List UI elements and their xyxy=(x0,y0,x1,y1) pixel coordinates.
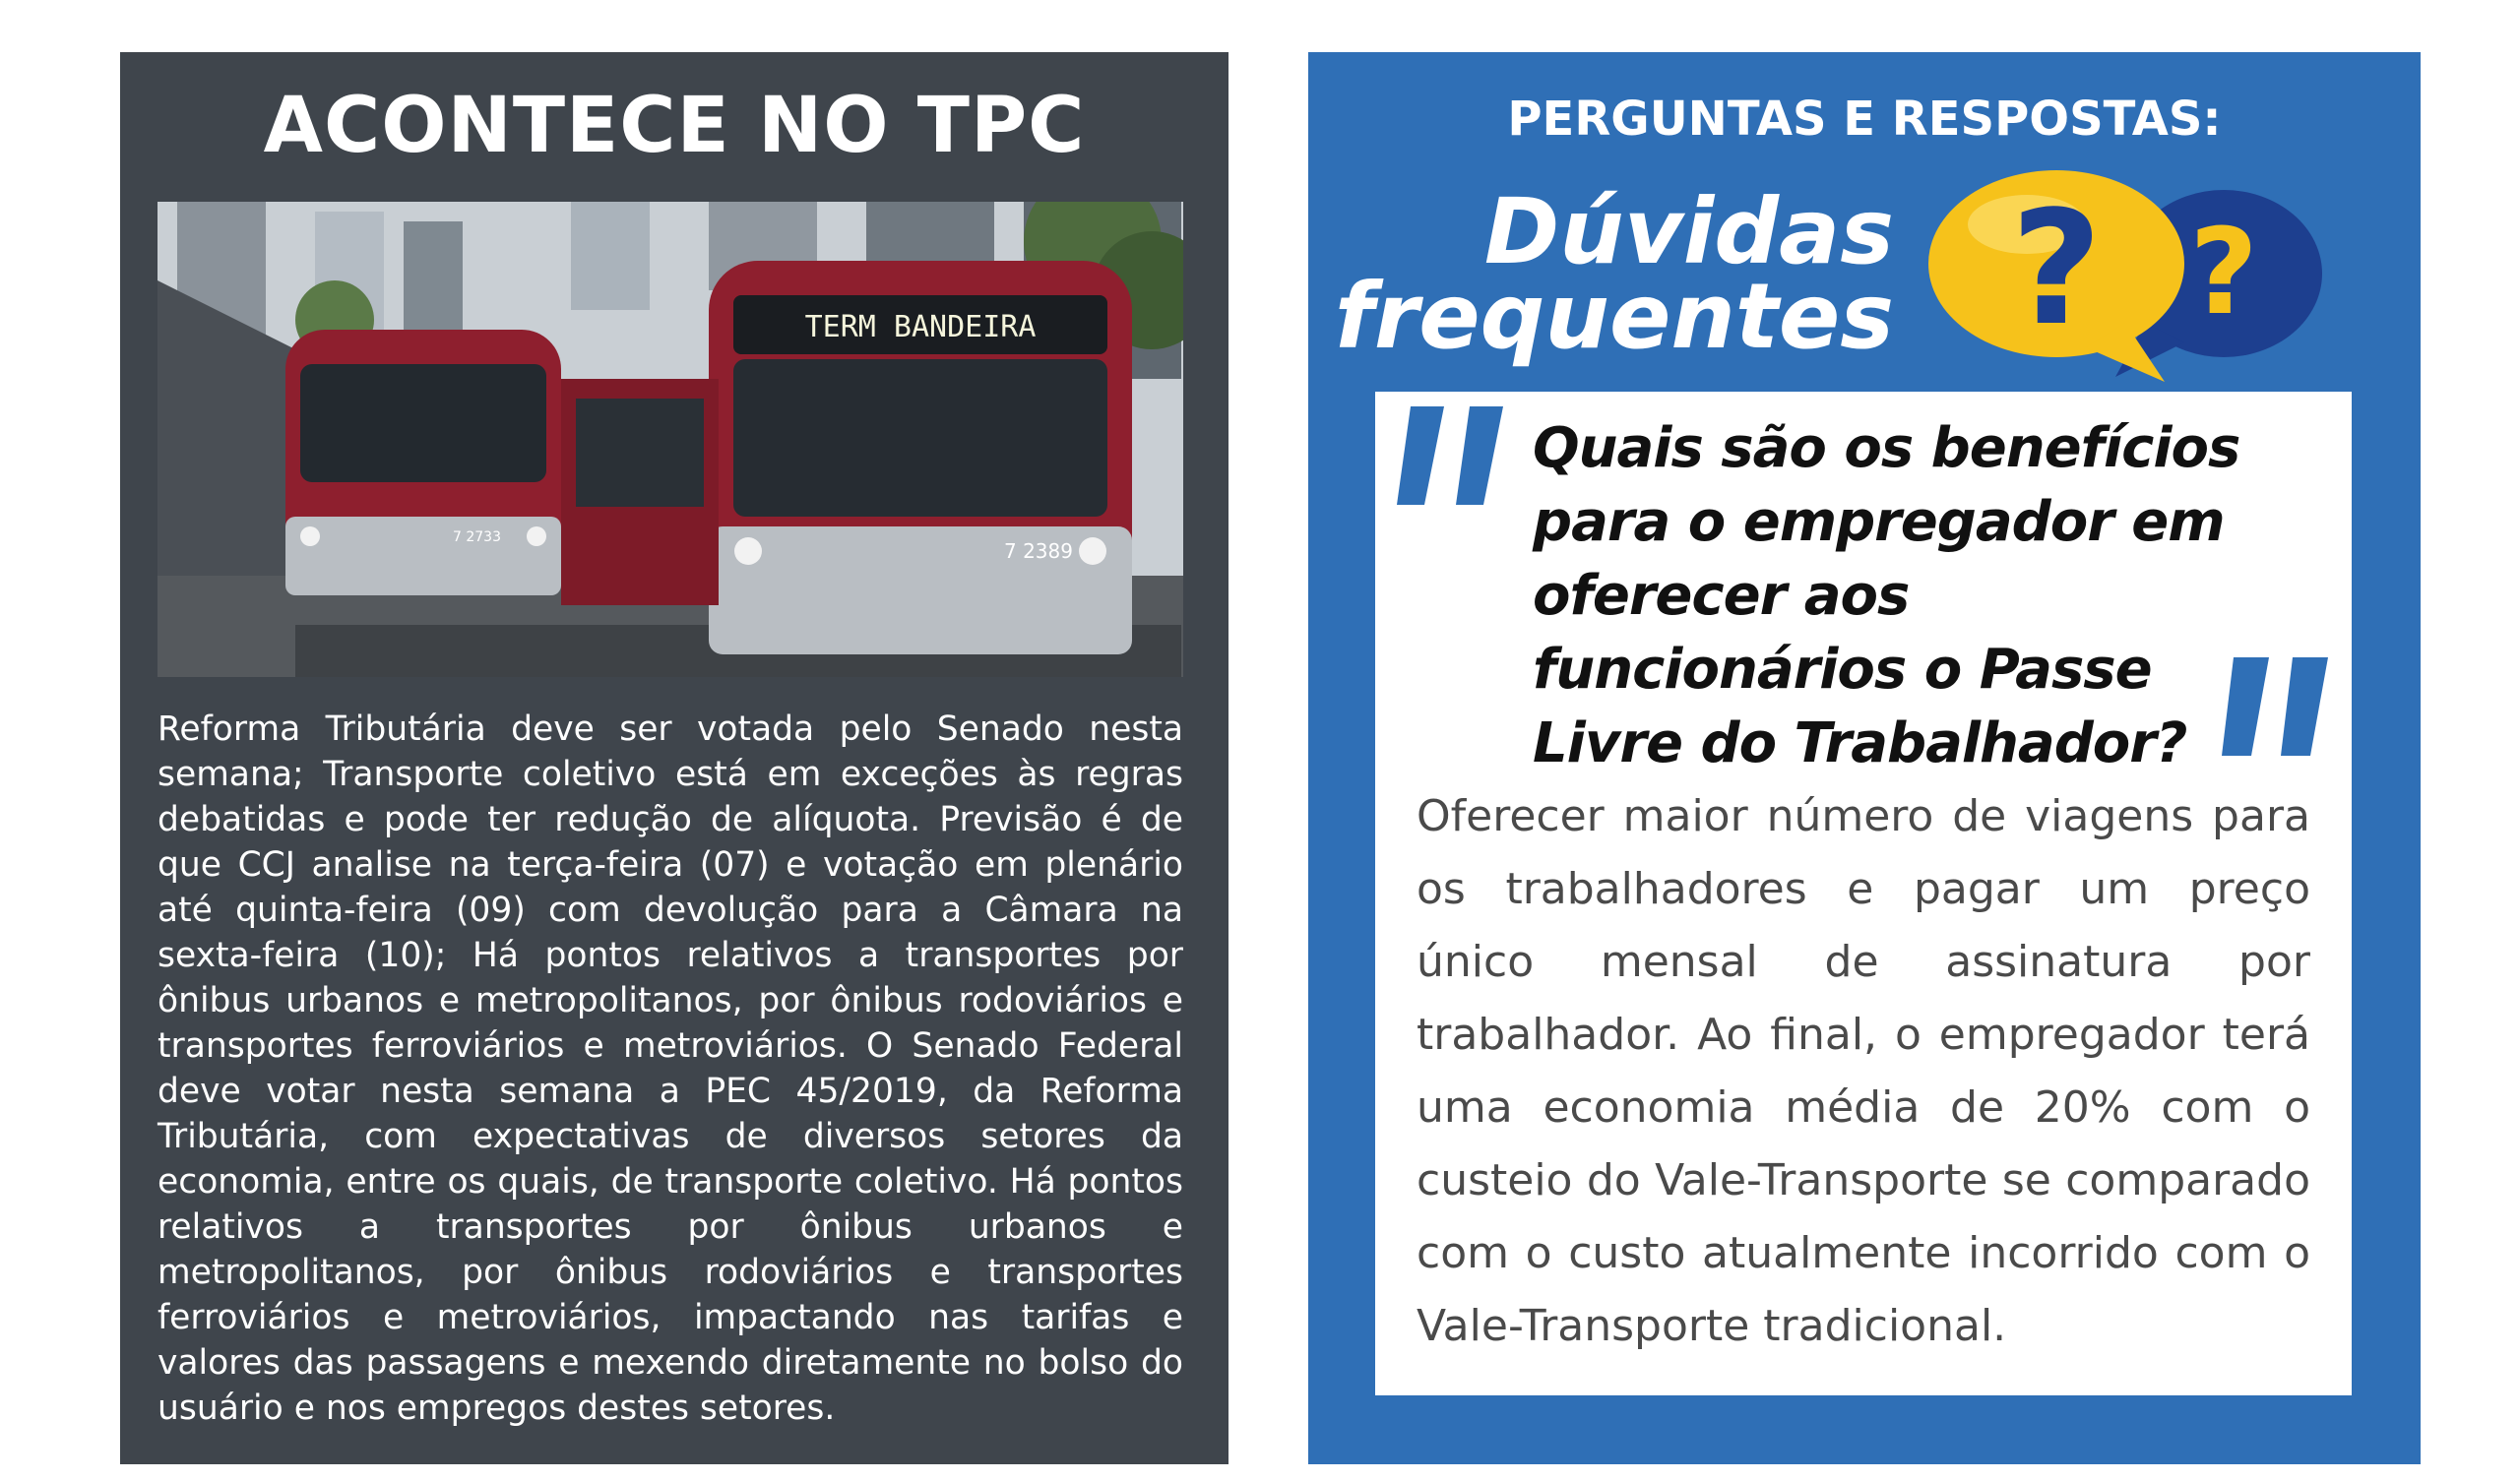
faq-panel xyxy=(1308,52,2421,1464)
question-mark-small: ? xyxy=(2189,205,2258,341)
qa-card xyxy=(1375,392,2352,1395)
news-body: Reforma Tributária deve ser votada pelo Senado nesta semana; Transporte coletivo está em exceções às regras debatidas e pode ter redução de alíquota. Previsão é de que CCJ analise na terça-feira (07) e votação em plenário até quinta-feira (09) com devolução para a Câmara na sexta-feira (10); Há pontos relativos a transportes por ônibus urbanos e metropolitanos, por ônibus rodoviários e transportes ferroviários e metroviários. O Senado Federal deve votar nesta semana a PEC 45/2019, da Reforma Tributária, com expectativas de diversos setores da economia, entre os quais, de transporte coletivo. Há pontos relativos a transportes por ônibus urbanos e metropolitanos, por ônibus rodoviários e transportes ferroviários e metroviários, impactando nas tarifas e valores das passagens e mexendo diretamente no bolso do usuário e nos empregos destes setores. xyxy=(158,710,1183,1428)
question-bubbles-icon xyxy=(1919,165,2332,397)
faq-heading xyxy=(1334,179,1894,369)
bus-destination-sign: TERM BANDEIRA xyxy=(804,310,1037,344)
question-mark-large: ? xyxy=(2010,176,2103,360)
faq-answer: Oferecer maior número de viagens para os trabalhadores e pagar um preço único mensal de assinatura por trabalhador. Ao final, o empregador terá uma economia média de 20% com o custeio do Vale-Transporte se comparado com o custo atualmente incorrido com o Vale-Transporte tradicional. xyxy=(1417,791,2310,1351)
news-title: ACONTECE NO TPC xyxy=(263,82,1086,170)
bus-photo xyxy=(158,202,1183,677)
right-bus-number: 7 2389 xyxy=(1004,539,1073,563)
left-bus-number: 7 2733 xyxy=(453,529,501,545)
faq-kicker: PERGUNTAS E RESPOSTAS: xyxy=(1507,92,2222,147)
open-quote-icon xyxy=(1397,401,1515,510)
faq-heading-line2: frequentes xyxy=(1334,264,1894,369)
faq-question: Quais são os benefícios para o empregador em oferecer aos funcionários o Passe Livre do Trabalhador? xyxy=(1533,416,2240,775)
news-panel xyxy=(120,52,1228,1464)
faq-heading-line1: Dúvidas xyxy=(1483,179,1894,284)
